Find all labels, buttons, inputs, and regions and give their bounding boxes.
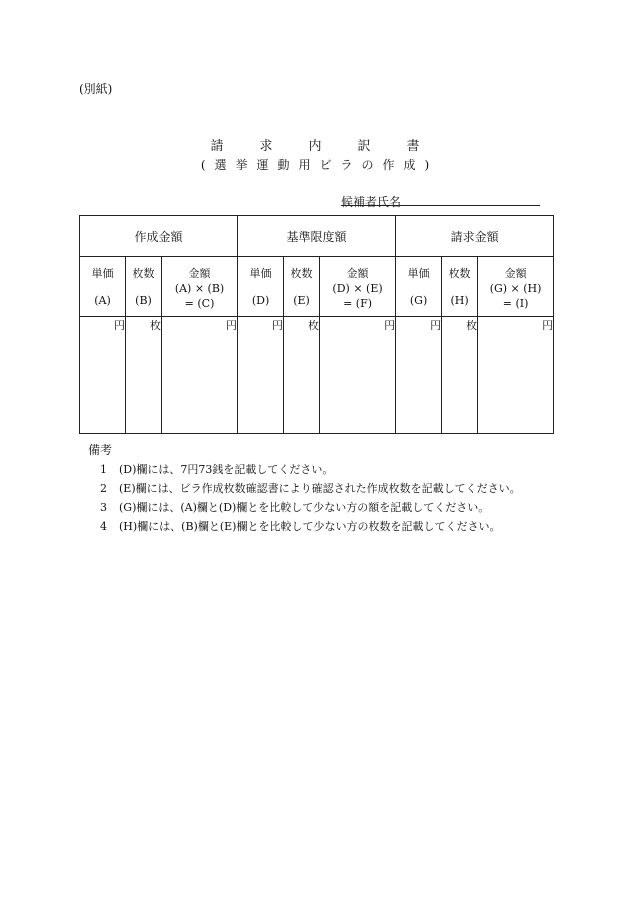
remark-number: 1 xyxy=(100,463,107,476)
input-cell-i[interactable]: 円 xyxy=(478,317,554,434)
col-code-h: (H) xyxy=(450,293,469,307)
document-subtitle: (選挙運動用ビラの作成) xyxy=(200,158,439,172)
unit-price-label: 単価 xyxy=(249,266,272,280)
amount-label: 金額 xyxy=(504,266,527,280)
remark-item xyxy=(100,460,521,479)
amount-label: 金額 xyxy=(346,266,369,280)
count-label: 枚数 xyxy=(448,266,471,280)
col-amount-f xyxy=(320,257,396,317)
remark-item xyxy=(100,479,521,498)
input-cell-c[interactable]: 円 xyxy=(162,317,238,434)
remark-number: 4 xyxy=(100,520,107,533)
group-header-standard-limit: 基準限度額 xyxy=(238,216,396,257)
remark-text: (G)欄には、(A)欄と(D)欄とを比較して少ない方の額を記載してください。 xyxy=(119,501,490,514)
formula-c: (A) × (B) xyxy=(174,281,225,295)
remark-text: (H)欄には、(B)欄と(E)欄とを比較して少ない方の枚数を記載してください。 xyxy=(119,520,501,533)
col-count-b xyxy=(126,257,162,317)
claim-breakdown-table xyxy=(79,215,554,434)
table-input-row xyxy=(80,317,554,434)
result-f: = (F) xyxy=(343,296,373,310)
candidate-name-label: 候補者氏名 xyxy=(341,195,402,209)
col-unit-price-a xyxy=(80,257,126,317)
input-cell-b[interactable]: 枚 xyxy=(126,317,162,434)
count-label: 枚数 xyxy=(132,266,155,280)
col-unit-price-d xyxy=(238,257,284,317)
remark-text: (E)欄には、ビラ作成枚数確認書により確認された作成枚数を記載してください。 xyxy=(119,482,521,495)
input-cell-f[interactable]: 円 xyxy=(320,317,396,434)
remark-item xyxy=(100,498,521,517)
col-code-a: (A) xyxy=(94,293,111,307)
formula-f: (D) × (E) xyxy=(332,281,383,295)
attachment-label: (別紙) xyxy=(79,82,113,96)
candidate-name-field[interactable] xyxy=(341,205,540,206)
remarks-list xyxy=(100,460,521,536)
col-count-e xyxy=(284,257,320,317)
amount-label: 金額 xyxy=(188,266,211,280)
remark-text: (D)欄には、7円73銭を記載してください。 xyxy=(119,463,334,476)
input-cell-e[interactable]: 枚 xyxy=(284,317,320,434)
group-header-creation-amount: 作成金額 xyxy=(80,216,238,257)
remarks-title: 備考 xyxy=(88,443,113,457)
input-cell-a[interactable]: 円 xyxy=(80,317,126,434)
col-code-g: (G) xyxy=(409,293,428,307)
col-count-h xyxy=(442,257,478,317)
input-cell-h[interactable]: 枚 xyxy=(442,317,478,434)
table-subheader-row xyxy=(80,257,554,317)
formula-i: (G) × (H) xyxy=(489,281,542,295)
document-title: 請求内訳書 xyxy=(210,139,456,154)
col-code-b: (B) xyxy=(135,293,152,307)
group-header-claim-amount: 請求金額 xyxy=(396,216,554,257)
remark-item xyxy=(100,517,521,536)
col-code-e: (E) xyxy=(293,293,310,307)
input-cell-d[interactable]: 円 xyxy=(238,317,284,434)
result-i: = (I) xyxy=(502,296,529,310)
table-group-header-row xyxy=(80,216,554,257)
col-code-d: (D) xyxy=(251,293,270,307)
unit-price-label: 単価 xyxy=(407,266,430,280)
input-cell-g[interactable]: 円 xyxy=(396,317,442,434)
col-unit-price-g xyxy=(396,257,442,317)
count-label: 枚数 xyxy=(290,266,313,280)
col-amount-i xyxy=(478,257,554,317)
remark-number: 3 xyxy=(100,501,107,514)
col-amount-c xyxy=(162,257,238,317)
result-c: = (C) xyxy=(184,296,215,310)
unit-price-label: 単価 xyxy=(91,266,114,280)
remark-number: 2 xyxy=(100,482,107,495)
